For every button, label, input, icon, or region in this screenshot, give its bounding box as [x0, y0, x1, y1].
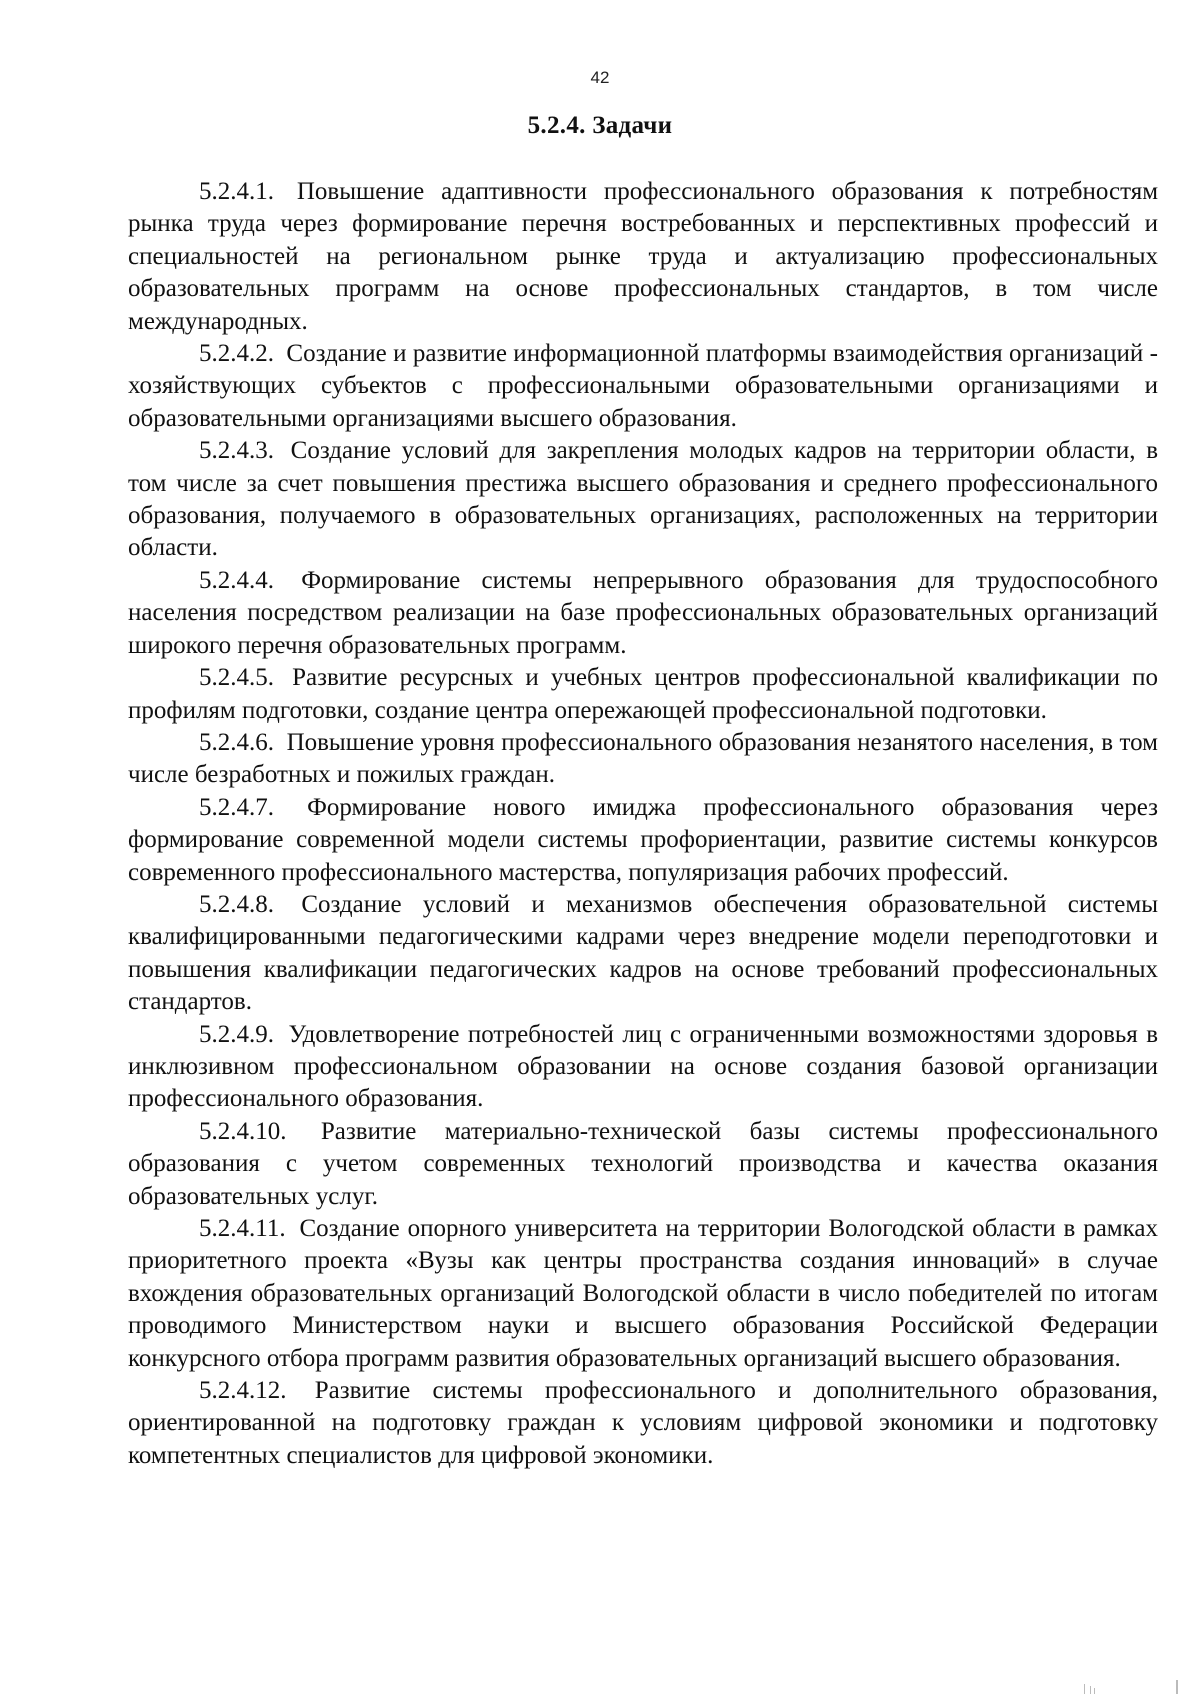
- task-list: [128, 176, 1158, 1472]
- task-number: 5.2.4.4.: [199, 566, 274, 594]
- task-item: [128, 662, 1158, 727]
- task-item: [128, 1375, 1158, 1472]
- task-text: Развитие ресурсных и учебных центров профессиональной квалификации по профилям подготовки, создание центра опережающей профессиональной подготовки.: [128, 664, 1158, 724]
- task-item: [128, 338, 1158, 435]
- task-text: Создание условий и механизмов обеспечения образовательной системы квалифицированными педагогическими кадрами через внедрение модели переподготовки и повышения квалификации педагогических кадров на основе требований профессиональных стандартов.: [128, 890, 1159, 1016]
- task-number: 5.2.4.2.: [199, 340, 274, 368]
- task-item: [128, 1213, 1158, 1375]
- task-text: Удовлетворение потребностей лиц с ограниченными возможностями здоровья в инклюзивном профессиональном образовании на основе создания базовой организации профессионального образования.: [128, 1020, 1158, 1113]
- task-item: [128, 1116, 1158, 1213]
- task-text: Развитие материально-технической базы системы профессионального образования с учетом современных технологий производства и качества оказания образовательных услуг.: [128, 1117, 1158, 1210]
- task-item: [128, 1019, 1158, 1116]
- task-number: 5.2.4.8.: [199, 890, 274, 918]
- task-item: [128, 435, 1158, 565]
- scan-artifact: [1090, 1686, 1091, 1694]
- task-item: [128, 176, 1158, 338]
- task-number: 5.2.4.3.: [199, 437, 274, 465]
- task-text: Создание опорного университета на территории Вологодской области в рамках приоритетного проекта «Вузы как центры пространства создания инноваций» в случае вхождения образовательных организаций Вологодской области в число победителей по итогам проводимого Министерством науки и высшего образования Российской Федерации конкурсного отбора программ развития образовательных организаций высшего образования.: [128, 1215, 1158, 1372]
- task-text: Повышение уровня профессионального образования незанятого населения, в том числе безработных и пожилых граждан.: [128, 728, 1158, 789]
- scan-artifact: [1084, 1684, 1085, 1694]
- task-number: 5.2.4.5.: [199, 664, 274, 692]
- scan-artifact: [1094, 1688, 1095, 1694]
- task-number: 5.2.4.10.: [199, 1117, 287, 1145]
- task-number: 5.2.4.12.: [199, 1377, 287, 1405]
- task-item: [128, 889, 1158, 1019]
- scan-artifact: [1176, 1680, 1178, 1694]
- task-text: Создание условий для закрепления молодых кадров на территории области, в том числе за счет повышения престижа высшего образования и среднего профессионального образования, получаемого в образовательных организациях, расположенных на территории области.: [128, 437, 1158, 562]
- task-text: Повышение адаптивности профессионального образования к потребностям рынка труда через формирование перечня востребованных и перспективных профессий и специальностей на региональном рынке труда и актуализацию профессиональных образовательных программ на основе профессиональных стандартов, в том числе международных.: [128, 178, 1159, 335]
- task-number: 5.2.4.6.: [199, 728, 274, 756]
- task-number: 5.2.4.9.: [199, 1020, 274, 1048]
- task-number: 5.2.4.11.: [199, 1215, 286, 1242]
- task-item: [128, 727, 1158, 792]
- task-text: Формирование нового имиджа профессионального образования через формирование современной модели системы профориентации, развитие системы конкурсов современного профессионального мастерства, популяризация рабочих профессий.: [128, 793, 1159, 886]
- task-number: 5.2.4.1.: [199, 178, 274, 205]
- task-text: Развитие системы профессионального и дополнительного образования, ориентированной на подготовку граждан к условиям цифровой экономики и подготовку компетентных специалистов для цифровой экономики.: [128, 1377, 1159, 1469]
- task-text: Формирование системы непрерывного образования для трудоспособного населения посредством реализации на базе профессиональных образовательных организаций широкого перечня образовательных программ.: [128, 566, 1158, 659]
- task-text: Создание и развитие информационной платформы взаимодействия организаций - хозяйствующих субъектов с профессиональными образовательными организациями и образовательными организациями высшего образования.: [128, 340, 1158, 432]
- task-item: [128, 565, 1158, 662]
- section-title: 5.2.4. Задачи: [527, 112, 673, 139]
- task-number: 5.2.4.7.: [199, 793, 274, 821]
- page-number: 42: [590, 68, 610, 87]
- task-item: [128, 792, 1158, 889]
